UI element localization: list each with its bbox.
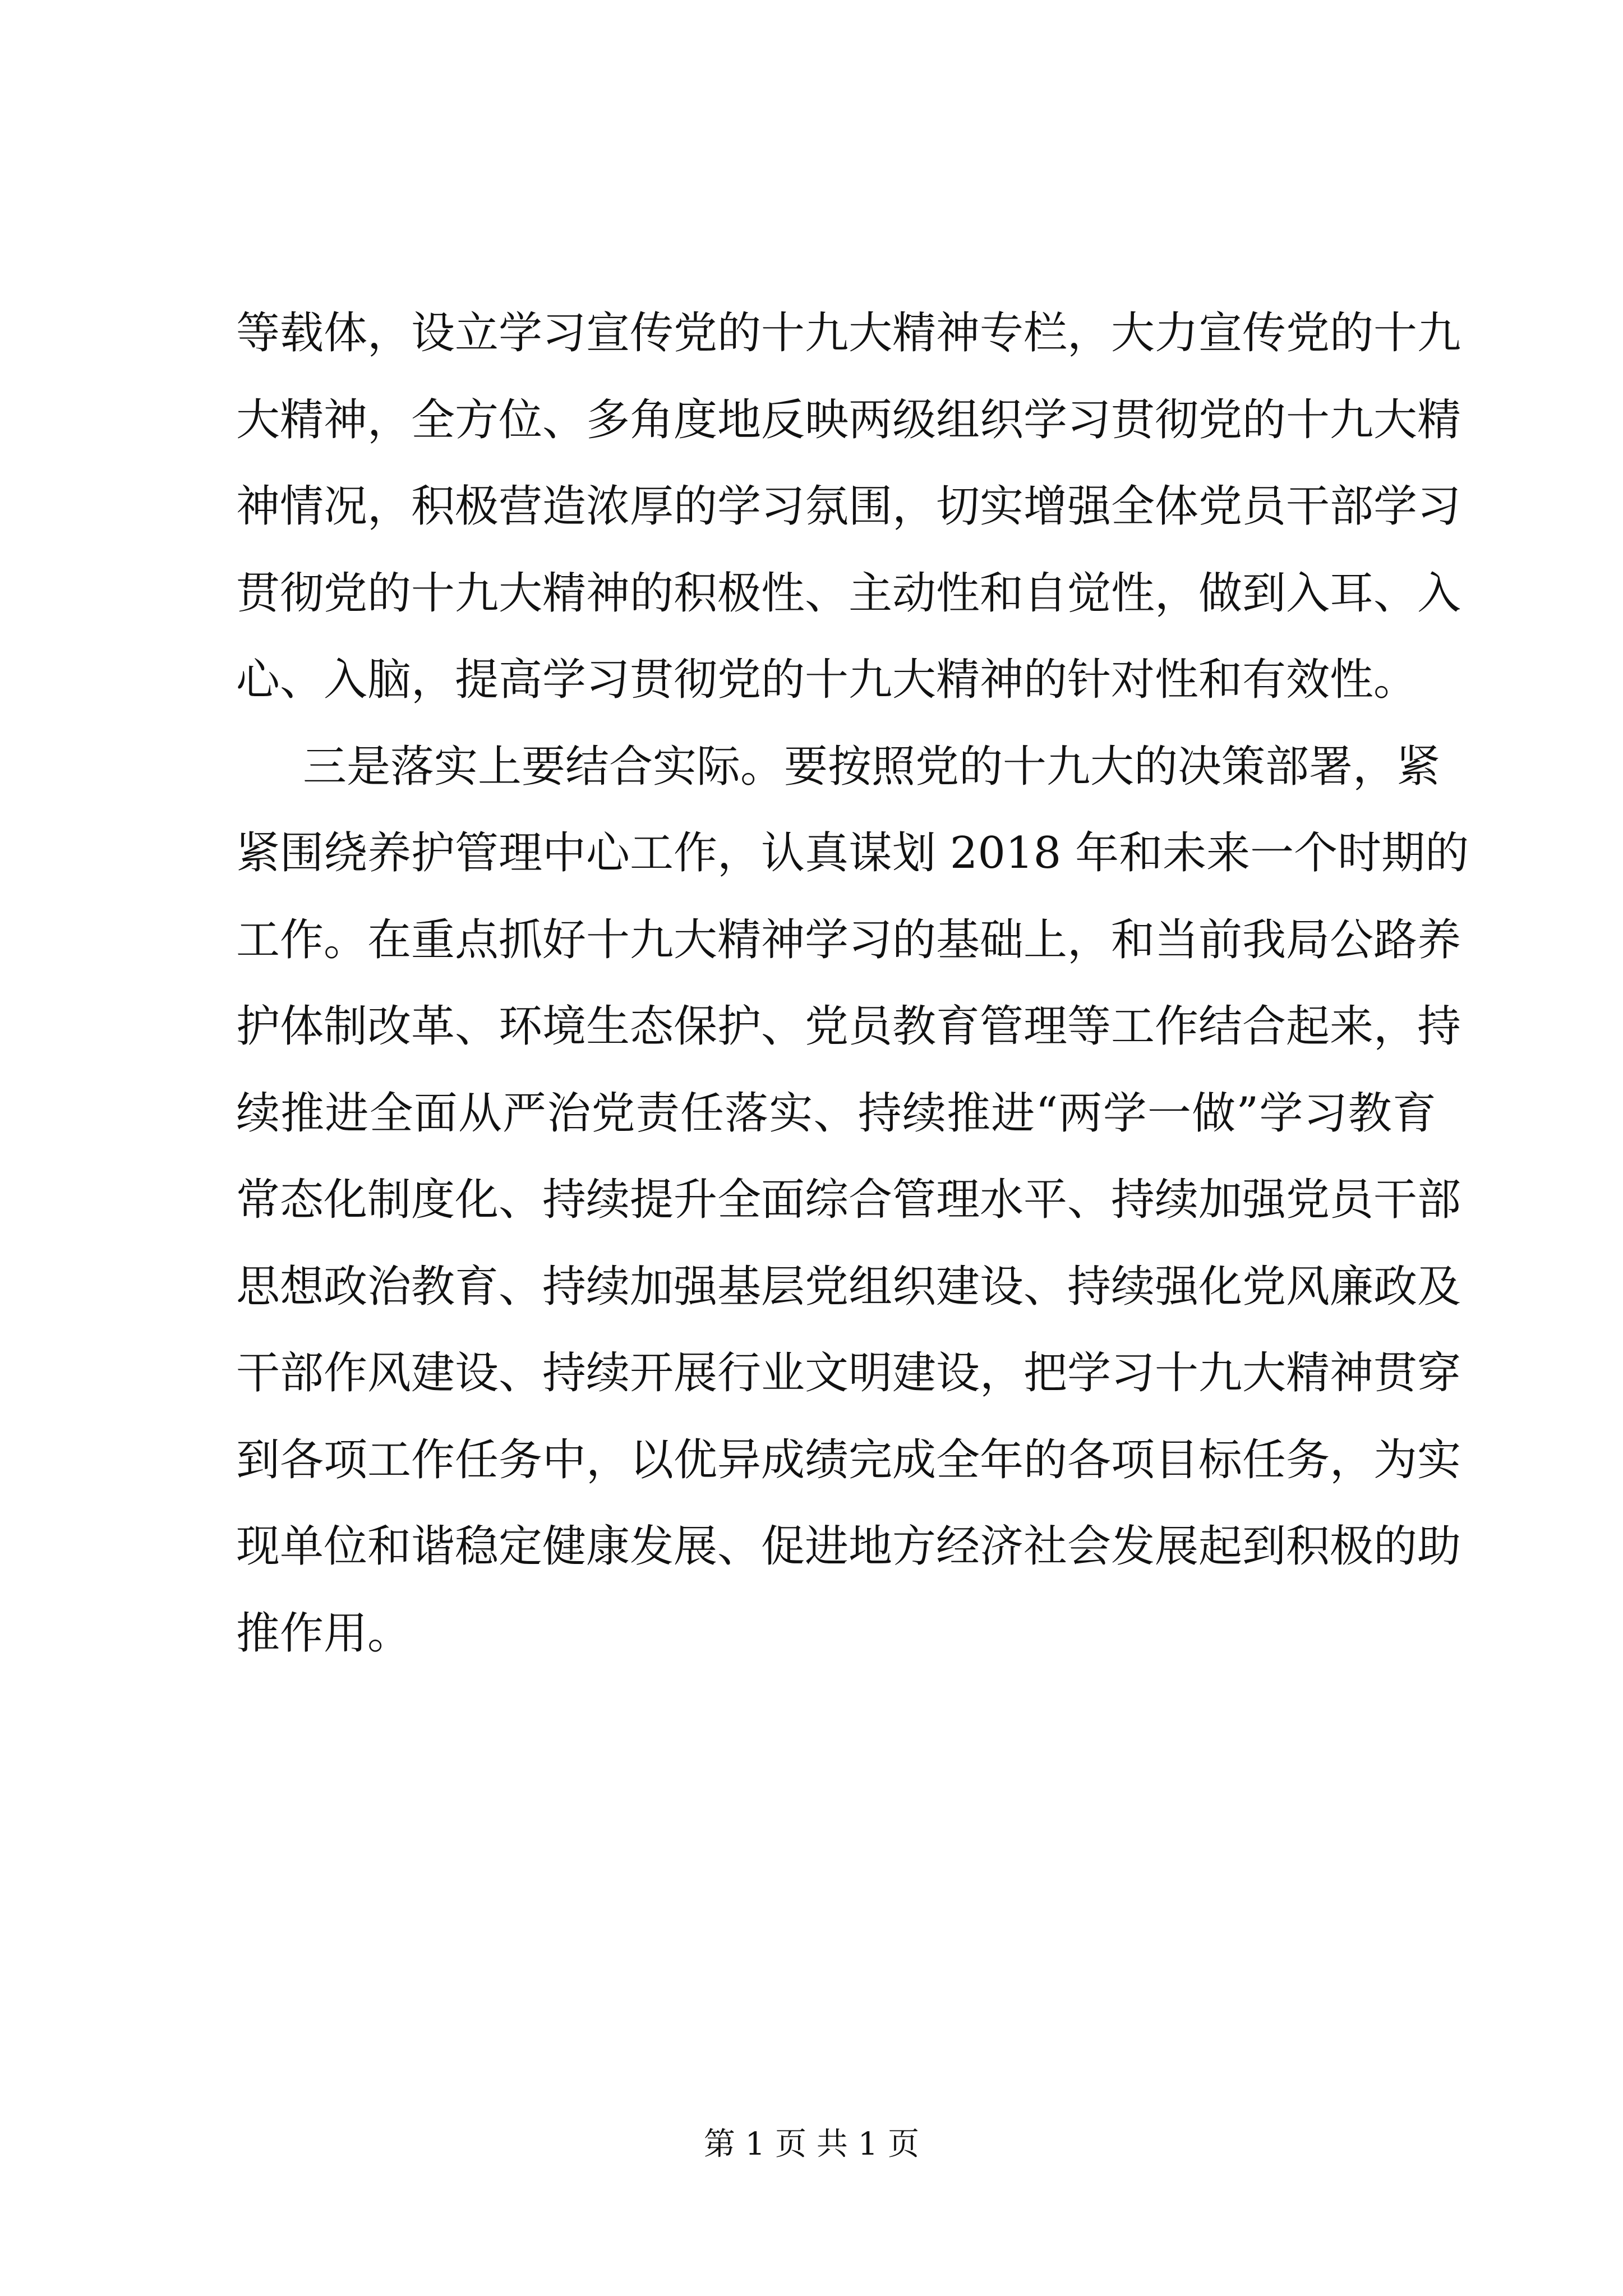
paragraph-line: 护体制改革、环境生态保护、党员教育管理等工作结合起来，持 <box>236 1001 1461 1052</box>
page-number-footer: 第 1 页 共 1 页 <box>703 2126 920 2162</box>
paragraph-line: 思想政治教育、持续加强基层党组织建设、持续强化党风廉政及 <box>236 1262 1461 1312</box>
paragraph-line: 干部作风建设、持续开展行业文明建设，把学习十九大精神贯穿 <box>236 1348 1461 1398</box>
paragraph-line: 常态化制度化、持续提升全面综合管理水平、持续加强党员干部 <box>236 1175 1461 1225</box>
paragraph-line: 推作用。 <box>236 1608 412 1659</box>
paragraph-line: 续推进全面从严治党责任落实、持续推进“两学一做”学习教育 <box>236 1088 1436 1139</box>
paragraph-line: 心、入脑，提高学习贯彻党的十九大精神的针对性和有效性。 <box>236 655 1418 705</box>
paragraph-line: 三是落实上要结合实际。要按照党的十九大的决策部署，紧 <box>303 742 1441 792</box>
paragraph-line: 神情况，积极营造浓厚的学习氛围，切实增强全体党员干部学习 <box>236 481 1461 532</box>
paragraph-line: 工作。在重点抓好十九大精神学习的基础上，和当前我局公路养 <box>236 915 1461 965</box>
paragraph-line: 贯彻党的十九大精神的积极性、主动性和自觉性，做到入耳、入 <box>236 568 1461 619</box>
paragraph-line: 现单位和谐稳定健康发展、促进地方经济社会发展起到积极的助 <box>236 1521 1461 1572</box>
paragraph-line: 到各项工作任务中，以优异成绩完成全年的各项目标任务，为实 <box>236 1435 1461 1485</box>
paragraph-line: 紧围绕养护管理中心工作，认真谋划 2018 年和未来一个时期的 <box>236 828 1469 878</box>
paragraph-line: 大精神，全方位、多角度地反映两级组织学习贯彻党的十九大精 <box>236 395 1461 445</box>
paragraph-line: 等载体，设立学习宣传党的十九大精神专栏，大力宣传党的十九 <box>236 308 1461 358</box>
